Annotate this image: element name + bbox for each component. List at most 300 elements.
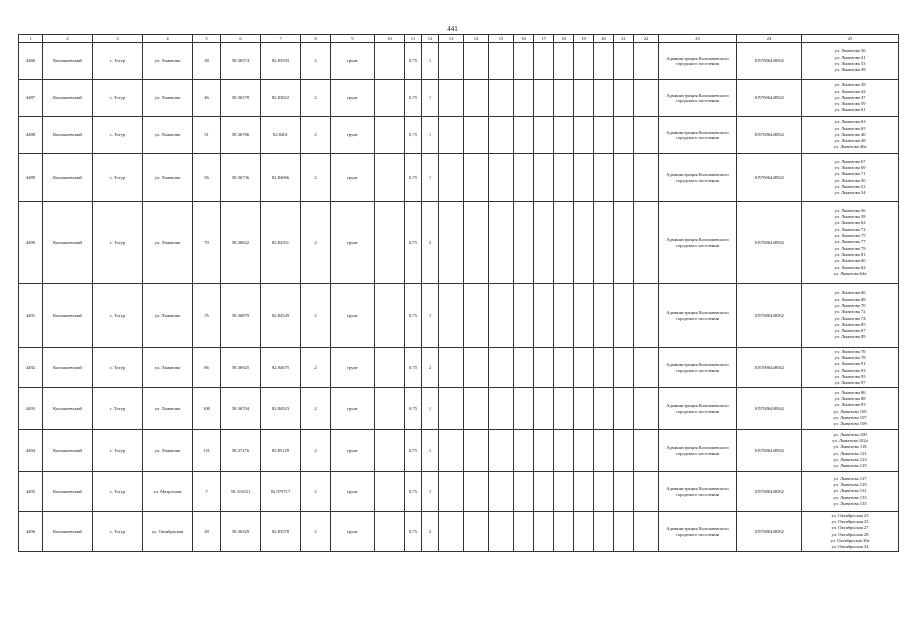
col10-cell [375,430,405,472]
settlement-cell: с. Тогур [93,512,143,552]
volume-cell: 0,75 [405,154,422,202]
empty-cell [554,117,574,154]
volume-cell: 0,75 [405,512,422,552]
district-cell: Колпашевский [43,202,93,284]
empty-cell [614,284,634,348]
column-header: 23 [659,35,737,43]
row-number: 4493 [19,388,43,430]
address-line: ул. Лыватова 40 [834,131,866,137]
district-cell: Колпашевский [43,430,93,472]
address-line: ул. Лыватова 91 [834,361,866,367]
ogrn-cell: 1057006448562 [737,512,802,552]
empty-cell [594,284,614,348]
address-line: ул. Лыватова 93 [834,367,866,373]
row-number: 4495 [19,472,43,512]
empty-cell [574,43,594,80]
surface-cell: грунт [331,348,375,388]
addresses-cell [802,472,899,512]
address-line: ул. Лыватова 87 [834,328,866,334]
empty-cell [594,512,614,552]
empty-cell [464,388,489,430]
empty-cell [554,284,574,348]
row-number: 4488 [19,117,43,154]
longitude-cell: 82.84675 [261,348,301,388]
address-line: ул. Лыватова 70 [834,302,866,308]
street-cell: ул. Лыватова [143,430,193,472]
column-header: 22 [634,35,659,43]
district-cell: Колпашевский [43,154,93,202]
address-line: ул. Лыватова 41 [834,54,866,60]
house-cell: 76 [193,284,221,348]
empty-cell [489,430,514,472]
address-line: ул. Октябрьская 25 [831,518,869,524]
longitude-cell: 82.83578 [261,512,301,552]
empty-cell [614,43,634,80]
settlement-cell: с. Тогур [93,388,143,430]
district-cell: Колпашевский [43,512,93,552]
empty-cell [464,472,489,512]
latitude-cell: 58.36704 [221,388,261,430]
empty-cell [554,430,574,472]
owner-cell: Администрация Колпашевского городского поселения [659,43,737,80]
empty-cell [439,348,464,388]
address-line: ул. Лыватова 47 [834,94,866,100]
district-cell: Колпашевский [43,388,93,430]
row-number: 4491 [19,284,43,348]
street-cell: ул. Лыватова [143,348,193,388]
addresses-cell [802,388,899,430]
owner-cell: Администрация Колпашевского городского поселения [659,348,737,388]
empty-cell [634,80,659,117]
address-line: ул. Лыватова 59 [834,101,866,107]
empty-cell [614,348,634,388]
empty-cell [534,154,554,202]
ogrn-cell: 1057006448562 [737,154,802,202]
address-line: ул. Лыватова 63 [834,119,866,125]
address-line: ул. Лыватова 125 [833,463,867,469]
longitude-cell: 82.8401 [261,117,301,154]
empty-cell [594,117,614,154]
settlement-cell: с. Тогур [93,284,143,348]
col8-cell: 2 [301,43,331,80]
address-line: ул. Лыватова 46а [833,144,867,150]
street-cell: ул. Лыватова [143,117,193,154]
col10-cell [375,154,405,202]
empty-cell [634,43,659,80]
street-cell: ул. Лыватова [143,80,193,117]
address-line: ул. Лыватова 49 [834,67,866,73]
col10-cell [375,117,405,154]
address-line: ул. Лыватова 62 [834,264,866,270]
address-line: ул. Лыватова 71 [834,171,866,177]
empty-cell [439,472,464,512]
house-cell: 56 [193,154,221,202]
empty-cell [574,348,594,388]
street-cell: ул. Лыватова [143,388,193,430]
address-line: ул. Лыватова 62 [834,220,866,226]
table-row [19,388,899,430]
empty-cell [514,348,534,388]
empty-cell [594,43,614,80]
street-cell: ул. Лыватова [143,43,193,80]
addresses-cell [802,202,899,284]
latitude-cell: 58.36574 [221,43,261,80]
col10-cell [375,284,405,348]
empty-cell [534,117,554,154]
empty-cell [439,80,464,117]
empty-cell [554,154,574,202]
house-cell: 100 [193,388,221,430]
column-header: 21 [614,35,634,43]
house-cell: 70 [193,202,221,284]
address-line: ул. Лыватова 102а [832,437,868,443]
address-line: ул. Лыватова 50 [834,177,866,183]
empty-cell [514,117,534,154]
empty-cell [534,388,554,430]
col8-cell: 2 [301,472,331,512]
owner-cell: Администрация Колпашевского городского поселения [659,117,737,154]
address-line: ул. Лыватова 58 [834,214,866,220]
settlement-cell: с. Тогур [93,80,143,117]
street-cell: ул. Октябрьская [143,512,193,552]
container-count-cell: 1 [422,472,439,512]
house-cell: 131 [193,430,221,472]
container-count-cell: 1 [422,117,439,154]
address-line: ул. Октябрьская 34 [831,544,869,550]
address-line: ул. Лыватова 86 [834,389,866,395]
row-number: 4492 [19,348,43,388]
empty-cell [634,154,659,202]
settlement-cell: с. Тогур [93,472,143,512]
house-cell: 28 [193,512,221,552]
empty-cell [489,154,514,202]
empty-cell [534,512,554,552]
empty-cell [574,512,594,552]
column-header: 10 [375,35,405,43]
col10-cell [375,80,405,117]
empty-cell [554,43,574,80]
owner-cell: Администрация Колпашевского городского поселения [659,284,737,348]
column-header: 5 [193,35,221,43]
address-line: ул. Лыватова 60 [834,258,866,264]
col8-cell: 2 [301,117,331,154]
empty-cell [514,43,534,80]
address-line: ул. Октябрьская 23 [831,512,869,518]
column-header: 11 [405,35,422,43]
col8-cell: 2 [301,202,331,284]
empty-cell [534,43,554,80]
house-cell: 51 [193,117,221,154]
address-line: ул. Лыватова 38 [834,82,866,88]
address-line: ул. Лыватова 74 [834,315,866,321]
row-number: 4490 [19,202,43,284]
house-cell: 46 [193,80,221,117]
surface-cell: грунт [331,154,375,202]
volume-cell: 0,75 [405,388,422,430]
col8-cell: 2 [301,388,331,430]
address-line: ул. Лыватова 129 [833,482,867,488]
empty-cell [574,80,594,117]
surface-cell: грунт [331,430,375,472]
ogrn-cell: 1057006448562 [737,388,802,430]
address-line: ул. Октябрьская 28 [831,531,869,537]
col10-cell [375,43,405,80]
empty-cell [614,388,634,430]
latitude-cell: 58.36706 [221,117,261,154]
addresses-cell [802,348,899,388]
empty-cell [489,43,514,80]
empty-cell [614,472,634,512]
col10-cell [375,348,405,388]
empty-cell [614,202,634,284]
empty-cell [574,388,594,430]
empty-cell [439,388,464,430]
empty-cell [534,430,554,472]
empty-cell [489,202,514,284]
owner-cell: Администрация Колпашевского городского поселения [659,154,737,202]
empty-cell [554,80,574,117]
district-cell: Колпашевский [43,348,93,388]
address-line: ул. Лыватова 109 [833,421,867,427]
empty-cell [594,348,614,388]
container-count-cell: 1 [422,80,439,117]
table-row [19,154,899,202]
empty-cell [634,472,659,512]
address-line: ул. Лыватова 133 [833,494,867,500]
container-count-cell: 1 [422,388,439,430]
address-line: ул. Лыватова 67 [834,158,866,164]
longitude-cell: 82.85129 [261,430,301,472]
empty-cell [554,388,574,430]
surface-cell: грунт [331,284,375,348]
address-line: ул. Лыватова 121 [833,450,867,456]
container-count-cell: 2 [422,202,439,284]
column-header: 6 [221,35,261,43]
column-header: 7 [261,35,301,43]
empty-cell [574,202,594,284]
ogrn-cell: 1057006448562 [737,348,802,388]
addresses-cell [802,117,899,154]
latitude-cell: 58.36329 [221,512,261,552]
surface-cell: грунт [331,202,375,284]
address-line: ул. Лыватова 85 [834,321,866,327]
house-cell: 86 [193,348,221,388]
empty-cell [464,202,489,284]
empty-cell [439,430,464,472]
column-header: 18 [554,35,574,43]
settlement-cell: с. Тогур [93,202,143,284]
empty-cell [464,117,489,154]
empty-cell [534,472,554,512]
col8-cell: 2 [301,430,331,472]
table-row [19,430,899,472]
address-line: ул. Лыватова 61 [834,107,866,113]
col10-cell [375,472,405,512]
surface-cell: грунт [331,117,375,154]
col8-cell: 2 [301,80,331,117]
volume-cell: 0,75 [405,472,422,512]
empty-cell [614,154,634,202]
empty-cell [464,284,489,348]
empty-cell [489,348,514,388]
ogrn-cell: 1057006448562 [737,430,802,472]
settlement-cell: с. Тогур [93,154,143,202]
empty-cell [574,430,594,472]
column-header: 19 [574,35,594,43]
empty-cell [464,43,489,80]
empty-cell [554,512,574,552]
empty-cell [574,472,594,512]
col10-cell [375,202,405,284]
table-row [19,348,899,388]
empty-cell [439,512,464,552]
empty-cell [634,430,659,472]
address-line: ул. Лыватова 131 [833,488,867,494]
row-number: 4487 [19,80,43,117]
column-header: 24 [737,35,802,43]
address-line: ул. Лыватова 95 [834,373,866,379]
column-header: 4 [143,35,193,43]
column-header: 13 [439,35,464,43]
longitude-cell: 82.84066 [261,154,301,202]
latitude-cell: 58.316521 [221,472,261,512]
longitude-cell: 82.83593 [261,43,301,80]
settlement-cell: с. Тогур [93,430,143,472]
empty-cell [514,430,534,472]
col8-cell: 2 [301,154,331,202]
address-line: ул. Лыватова 48 [834,138,866,144]
address-line: ул. Лыватова 135 [833,500,867,506]
address-line: ул. Лыватова 88 [834,395,866,401]
owner-cell: Администрация Колпашевского городского поселения [659,388,737,430]
address-line: ул. Лыватова 105 [833,408,867,414]
container-count-cell: 1 [422,43,439,80]
container-count-cell: 1 [422,430,439,472]
empty-cell [514,284,534,348]
empty-cell [634,512,659,552]
empty-cell [634,117,659,154]
surface-cell: грунт [331,512,375,552]
empty-cell [439,284,464,348]
empty-cell [614,80,634,117]
empty-cell [594,472,614,512]
latitude-cell: 58.36578 [221,80,261,117]
registry-table [18,34,899,552]
empty-cell [464,430,489,472]
volume-cell: 0,75 [405,117,422,154]
empty-cell [634,284,659,348]
column-header: 20 [594,35,614,43]
district-cell: Колпашевский [43,80,93,117]
address-line: ул. Лыватова 36 [834,48,866,54]
empty-cell [614,512,634,552]
column-header: 25 [802,35,899,43]
empty-cell [554,472,574,512]
empty-cell [439,154,464,202]
ogrn-cell: 1057006448562 [737,202,802,284]
address-line: ул. Лыватова 77 [834,239,866,245]
street-cell: ул. Лыватова [143,154,193,202]
col8-cell: 2 [301,284,331,348]
container-count-cell: 1 [422,284,439,348]
col10-cell [375,388,405,430]
volume-cell: 0,75 [405,348,422,388]
empty-cell [634,348,659,388]
address-line: ул. Лыватова 56 [834,207,866,213]
empty-cell [554,202,574,284]
address-line: ул. Лыватова 123 [833,456,867,462]
address-line: ул. Лыватова 68 [834,296,866,302]
empty-cell [594,430,614,472]
header-row [19,35,899,43]
column-header: 14 [464,35,489,43]
owner-cell: Администрация Колпашевского городского поселения [659,512,737,552]
empty-cell [464,512,489,552]
address-line: ул. Лыватова 75 [834,233,866,239]
container-count-cell: 2 [422,348,439,388]
column-header: 9 [331,35,375,43]
col8-cell: 2 [301,512,331,552]
empty-cell [514,388,534,430]
empty-cell [614,117,634,154]
surface-cell: грунт [331,43,375,80]
empty-cell [439,43,464,80]
table-row [19,202,899,284]
container-count-cell: 1 [422,154,439,202]
longitude-cell: 82.84351 [261,202,301,284]
col8-cell: 2 [301,348,331,388]
empty-cell [514,512,534,552]
empty-cell [514,472,534,512]
longitude-cell: 82.83822 [261,80,301,117]
column-header: 2 [43,35,93,43]
address-line: ул. Лыватова 42 [834,88,866,94]
empty-cell [594,388,614,430]
address-line: ул. Лыватова 127 [833,475,867,481]
address-line: ул. Лыватова 69 [834,164,866,170]
address-line: ул. Октябрьская 30а [830,537,870,543]
empty-cell [534,80,554,117]
empty-cell [554,348,574,388]
table-row [19,117,899,154]
row-number: 4496 [19,512,43,552]
empty-cell [514,202,534,284]
volume-cell: 0,75 [405,43,422,80]
ogrn-cell: 1057006448562 [737,472,802,512]
volume-cell: 0,75 [405,284,422,348]
empty-cell [574,154,594,202]
container-count-cell: 2 [422,512,439,552]
settlement-cell: с. Тогур [93,348,143,388]
empty-cell [574,117,594,154]
owner-cell: Администрация Колпашевского городского поселения [659,472,737,512]
latitude-cell: 58.36822 [221,202,261,284]
empty-cell [534,348,554,388]
ogrn-cell: 1057006448562 [737,284,802,348]
column-header: 16 [514,35,534,43]
surface-cell: грунт [331,472,375,512]
latitude-cell: 58.36925 [221,348,261,388]
address-line: ул. Лыватова 107 [833,414,867,420]
ogrn-cell: 1057006448562 [737,80,802,117]
owner-cell: Администрация Колпашевского городского поселения [659,80,737,117]
column-header: 1 [19,35,43,43]
column-header: 17 [534,35,554,43]
empty-cell [489,284,514,348]
empty-cell [574,284,594,348]
longitude-cell: 82.979717 [261,472,301,512]
address-line: ул. Лыватова 79 [834,245,866,251]
